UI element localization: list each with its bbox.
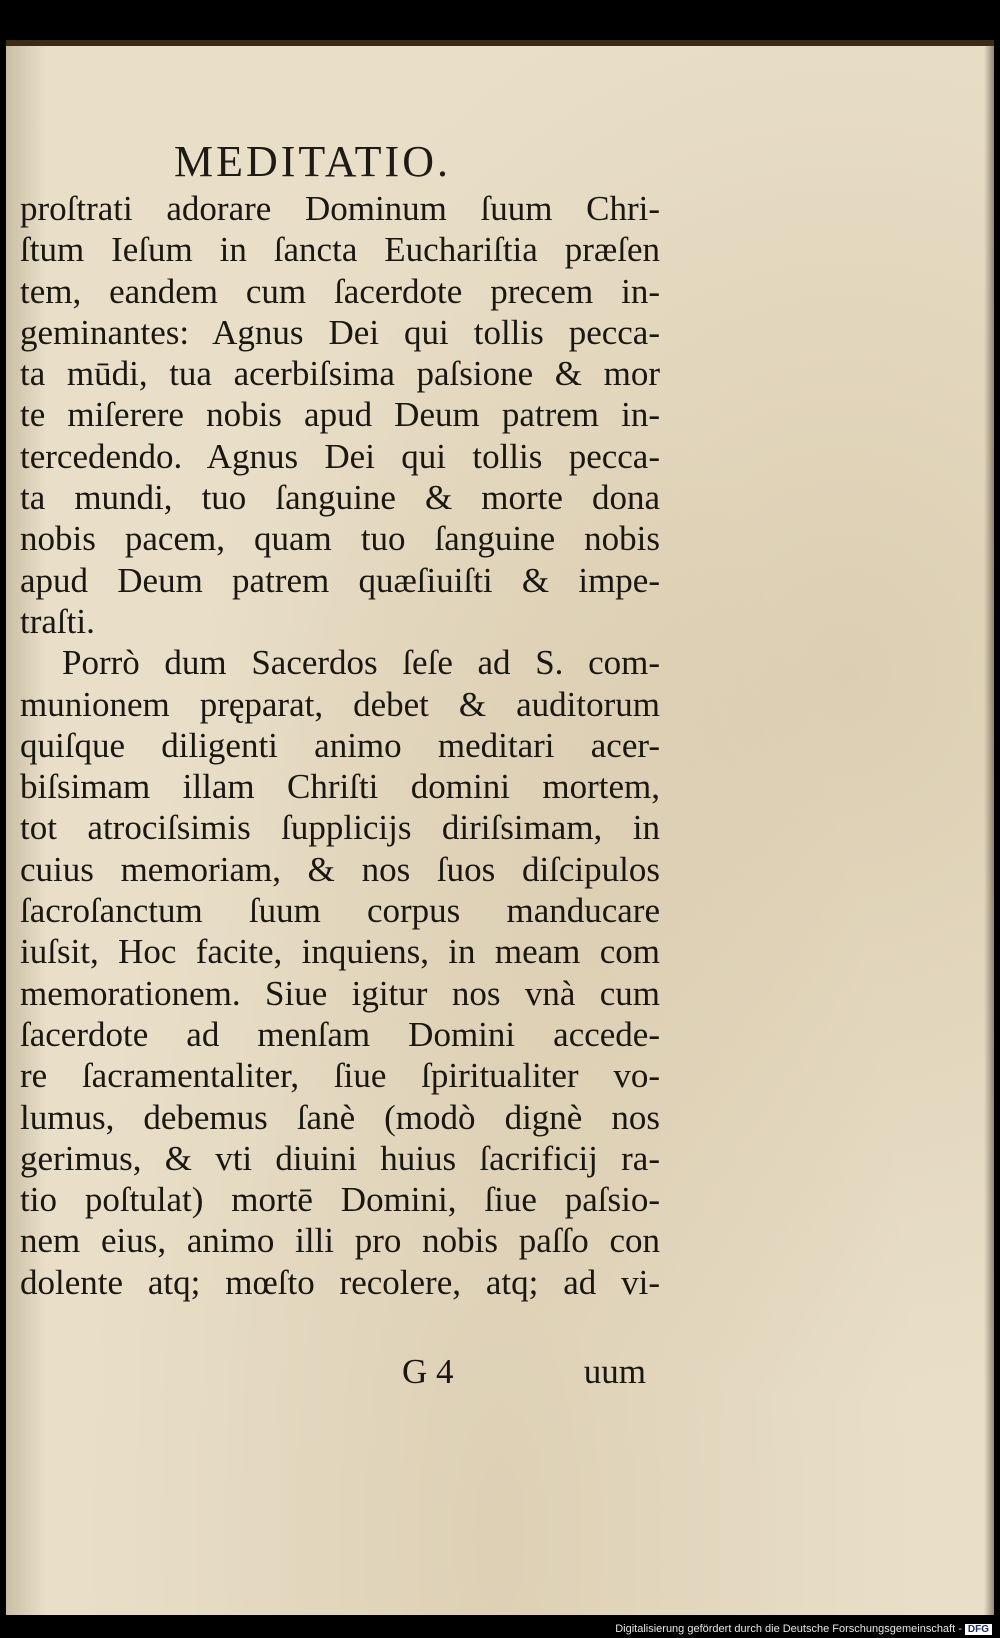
credit-text: Digitalisierung gefördert durch die Deutsche Forschungsgemeinschaft - xyxy=(615,1623,962,1635)
text-line: memorationem. Siue igitur nos vnà cum xyxy=(20,973,660,1013)
text-line: gerimus, & vti diuini huius ſacrificij ra- xyxy=(20,1138,660,1178)
text-line: Porrò dum Sacerdos ſeſe ad S. com- xyxy=(62,643,660,683)
text-line: ſacroſanctum ſuum corpus manducare xyxy=(20,891,660,931)
catchword: uum xyxy=(583,1352,646,1391)
text-line: tot atrociſsimis ſupplicijs diriſsimam, in xyxy=(20,808,660,848)
text-line: ta mundi, tuo ſanguine & morte dona xyxy=(20,478,660,518)
text-line: tem, eandem cum ſacerdote precem in- xyxy=(20,271,660,311)
digitization-credit xyxy=(615,1623,992,1635)
book-page xyxy=(6,40,994,1615)
text-line: re ſacramentaliter, ſiue ſpiritualiter vo- xyxy=(20,1056,660,1096)
text-line: traſti. xyxy=(20,601,95,641)
text-line: apud Deum patrem quæſiuiſti & impe- xyxy=(20,560,660,600)
page-footer xyxy=(20,1352,660,1394)
text-line: dolente atq; mœſto recolere, atq; ad vi- xyxy=(20,1262,660,1302)
paragraph-1 xyxy=(20,188,660,642)
text-line: te miſerere nobis apud Deum patrem in- xyxy=(20,395,660,435)
text-line: tercedendo. Agnus Dei qui tollis pecca- xyxy=(20,436,660,476)
text-line: cuius memoriam, & nos ſuos diſcipulos xyxy=(20,849,660,889)
paragraph-2 xyxy=(20,642,660,1303)
text-line: nem eius, animo illi pro nobis paſſo con xyxy=(20,1221,660,1261)
text-line: ſacerdote ad menſam Domini accede- xyxy=(20,1014,660,1054)
text-line: geminantes: Agnus Dei qui tollis pecca- xyxy=(20,312,660,352)
text-line: biſsimam illam Chriſti domini mortem, xyxy=(20,767,660,807)
dfg-logo: DFG xyxy=(965,1624,992,1635)
signature-mark: G 4 xyxy=(402,1352,454,1391)
text-line: nobis pacem, quam tuo ſanguine nobis xyxy=(20,519,660,559)
page-edge-shadow xyxy=(984,46,994,1615)
text-line: ta mūdi, tua acerbiſsima paſsione & mor xyxy=(20,354,660,394)
text-line: ſtum Ieſum in ſancta Euchariſtia præſen xyxy=(20,230,660,270)
text-line: tio poſtulat) mortē Domini, ſiue paſsio- xyxy=(20,1180,660,1220)
text-line: iuſsit, Hoc facite, inquiens, in meam com xyxy=(20,932,660,972)
text-line: lumus, debemus ſanè (modò dignè nos xyxy=(20,1097,660,1137)
text-line: quiſque diligenti animo meditari acer- xyxy=(20,725,660,765)
text-line: munionem pręparat, debet & auditorum xyxy=(20,684,660,724)
show-through-texture xyxy=(806,516,986,776)
running-head: MEDITATIO. xyxy=(174,137,451,186)
text-line: proſtrati adorare Dominum ſuum Chri- xyxy=(20,189,660,228)
body-text xyxy=(20,188,660,1303)
